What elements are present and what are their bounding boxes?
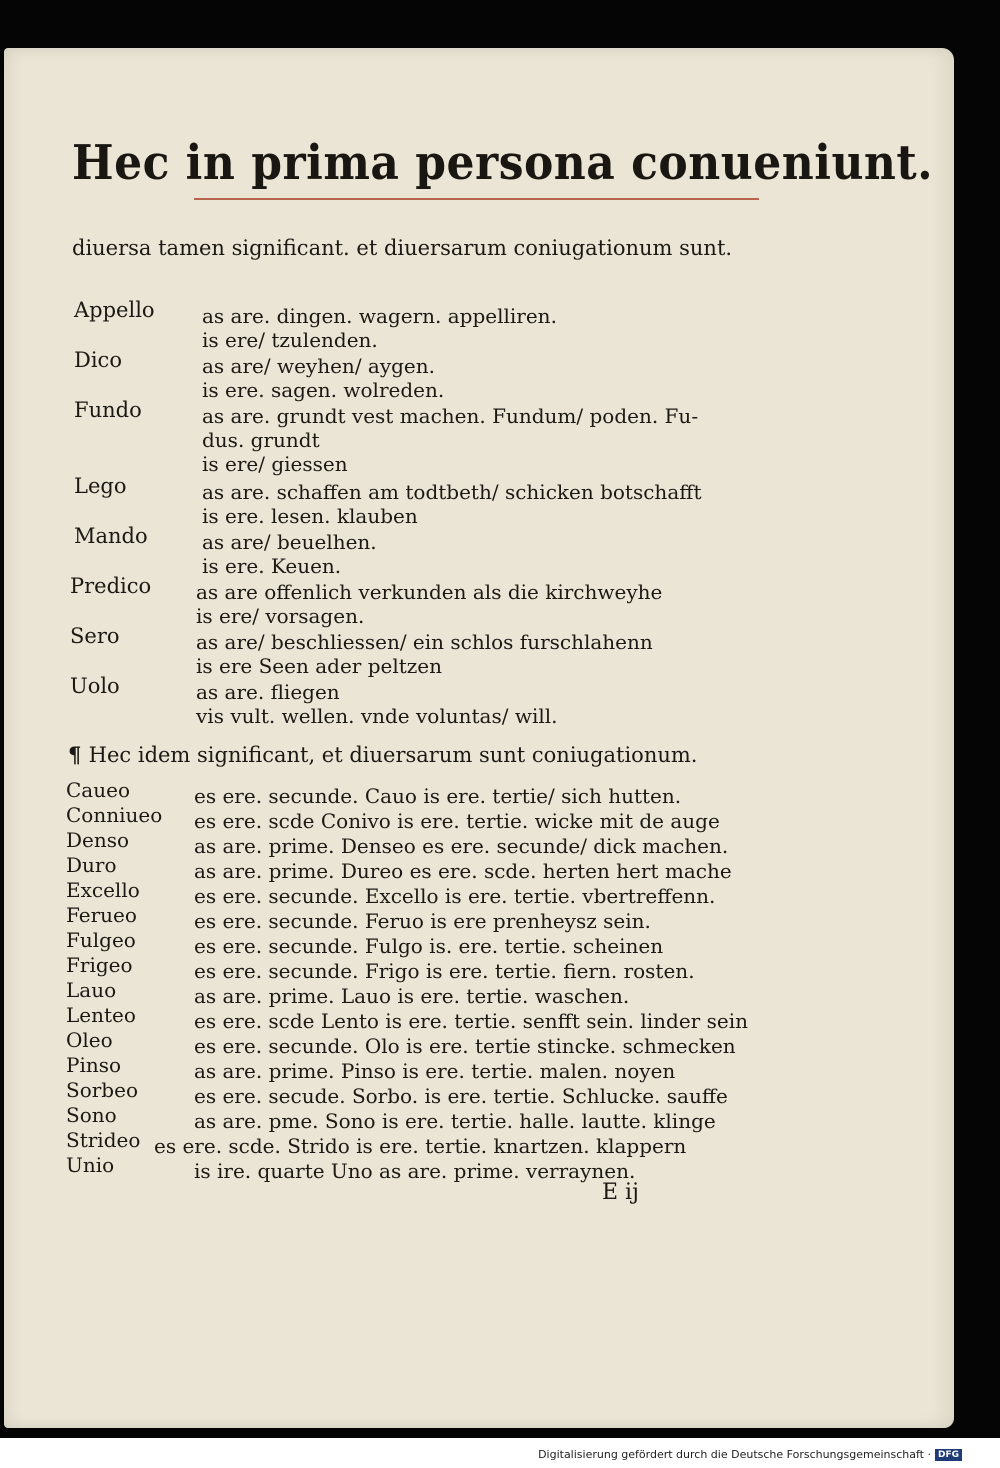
entry-definition: is ere Seen ader peltzen (196, 654, 443, 678)
entry-definition: as are/ beschliessen/ ein schlos furschlahenn (196, 630, 653, 654)
entry-word: Unio (66, 1153, 115, 1177)
pilcrow-icon: ¶ (68, 742, 89, 767)
entry-definition: es ere. scde Conivo is ere. tertie. wicke mit de auge (194, 809, 720, 833)
entry-definition: is ere. Keuen. (202, 554, 342, 578)
entry-definition: as are. fliegen (196, 680, 340, 704)
entry-definition: es ere. secunde. Feruo is ere prenheysz sein. (194, 909, 651, 933)
page-subheading: diuersa tamen significant. et diuersarum coniugationum sunt. (72, 236, 733, 260)
entry-word: Dico (74, 348, 122, 372)
entry-word: Fundo (74, 398, 142, 422)
entry-word: Lauo (66, 978, 117, 1002)
entry-definition: es ere. scde Lento is ere. tertie. senfft sein. linder sein (194, 1009, 748, 1033)
dfg-logo: DFG (935, 1449, 962, 1461)
entry-definition: as are. prime. Lauo is ere. tertie. waschen. (194, 984, 630, 1008)
entry-definition: as are offenlich verkunden als die kirchweyhe (196, 580, 663, 604)
entry-word: Lenteo (66, 1003, 136, 1027)
entry-definition: es ere. secunde. Fulgo is. ere. tertie. scheinen (194, 934, 664, 958)
entry-definition: es ere. secunde. Frigo is ere. tertie. fiern. rosten. (194, 959, 695, 983)
entry-definition: as are/ beuelhen. (202, 530, 377, 554)
entry-word: Uolo (70, 674, 120, 698)
entry-definition: as are. prime. Denseo es ere. secunde/ dick machen. (194, 834, 729, 858)
section-heading (68, 742, 697, 767)
entry-definition: is ere/ tzulenden. (202, 328, 378, 352)
entry-definition: is ere. sagen. wolreden. (202, 378, 445, 402)
entry-definition: is ere/ giessen (202, 452, 348, 476)
page-heading: Hec in prima persona conueniunt. (72, 136, 934, 192)
entry-definition: as are. schaffen am todtbeth/ schicken botschafft (202, 480, 702, 504)
entry-definition: es ere. secunde. Cauo is ere. tertie/ sich hutten. (194, 784, 682, 808)
footer-text: Digitalisierung gefördert durch die Deutsche Forschungsgemeinschaft · (538, 1448, 931, 1461)
entry-word: Lego (74, 474, 127, 498)
entry-word: Appello (74, 298, 155, 322)
entry-word: Ferueo (66, 903, 137, 927)
entry-word: Fulgeo (66, 928, 136, 952)
entry-definition: es ere. secude. Sorbo. is ere. tertie. Schlucke. sauffe (194, 1084, 728, 1108)
entry-definition: dus. grundt (202, 428, 320, 452)
footer-credit (538, 1448, 962, 1461)
entry-word: Caueo (66, 778, 130, 802)
entry-word: Pinso (66, 1053, 122, 1077)
entry-word: Frigeo (66, 953, 133, 977)
entry-word: Excello (66, 878, 140, 902)
entry-definition: es ere. secunde. Olo is ere. tertie stincke. schmecken (194, 1034, 736, 1058)
entry-definition: is ere/ vorsagen. (196, 604, 365, 628)
entry-definition: es ere. secunde. Excello is ere. tertie. vbertreffenn. (194, 884, 716, 908)
entry-definition: is ire. quarte Uno as are. prime. verraynen. (194, 1159, 636, 1183)
entry-word: Oleo (66, 1028, 113, 1052)
book-page (4, 48, 954, 1428)
entry-definition: is ere. lesen. klauben (202, 504, 418, 528)
entry-definition: as are. dingen. wagern. appelliren. (202, 304, 557, 328)
entry-definition: es ere. scde. Strido is ere. tertie. knartzen. klappern (154, 1134, 687, 1158)
entry-word: Strideo (66, 1128, 141, 1152)
entry-word: Predico (70, 574, 152, 598)
entry-word: Mando (74, 524, 148, 548)
entry-definition: as are. grundt vest machen. Fundum/ poden. Fu- (202, 404, 699, 428)
entry-word: Sorbeo (66, 1078, 138, 1102)
entry-word: Denso (66, 828, 130, 852)
signature-mark: E ij (602, 1180, 639, 1205)
entry-definition: as are. prime. Pinso is ere. tertie. malen. noyen (194, 1059, 676, 1083)
heading-underline (194, 198, 759, 200)
entry-definition: as are/ weyhen/ aygen. (202, 354, 436, 378)
entry-word: Conniueo (66, 803, 163, 827)
entry-definition: as are. prime. Dureo es ere. scde. herten hert mache (194, 859, 732, 883)
entry-word: Sero (70, 624, 120, 648)
entry-word: Sono (66, 1103, 117, 1127)
entry-definition: vis vult. wellen. vnde voluntas/ will. (196, 704, 558, 728)
section-heading-text: Hec idem significant, et diuersarum sunt coniugationum. (88, 743, 698, 767)
entry-word: Duro (66, 853, 117, 877)
entry-definition: as are. pme. Sono is ere. tertie. halle. lautte. klinge (194, 1109, 716, 1133)
